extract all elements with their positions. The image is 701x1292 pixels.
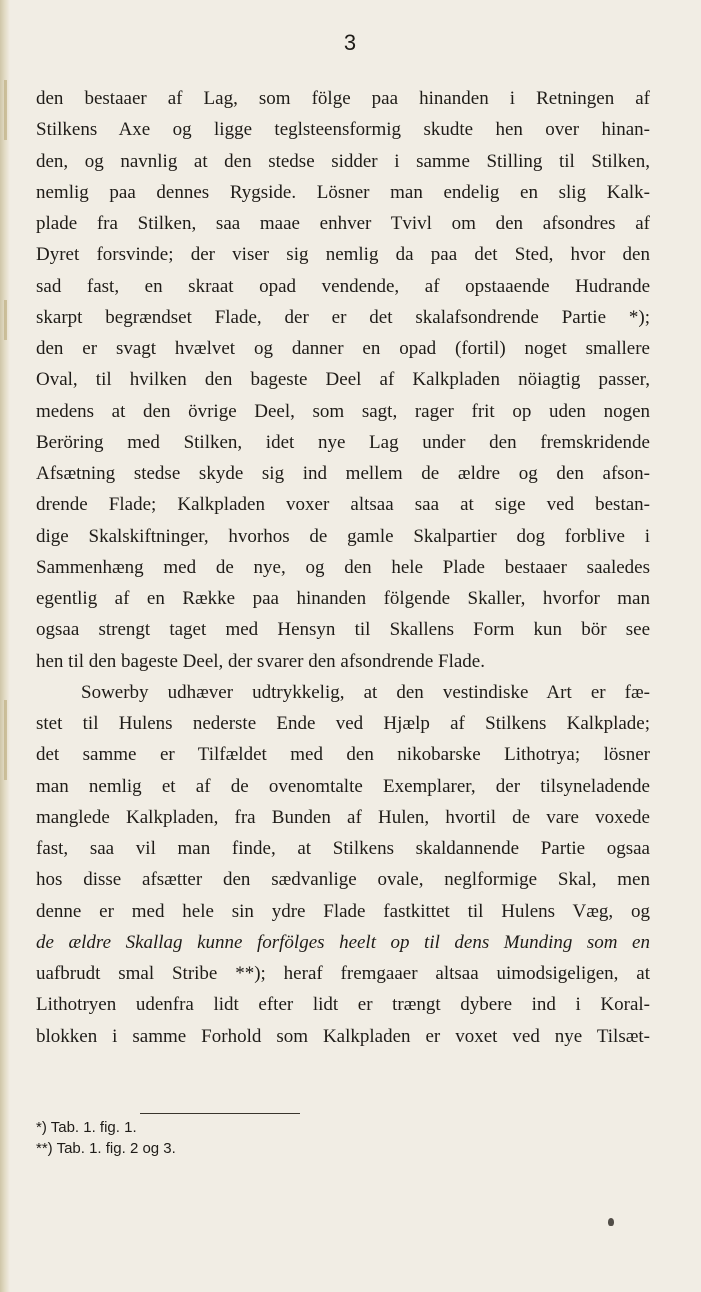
text-line: Oval, til hvilken den bageste Deel af Kalkpladen nöiagtig passer, xyxy=(36,369,650,391)
text-line: sad fast, en skraat opad vendende, af opstaaende Hudrande xyxy=(36,275,650,297)
text-line: Sowerby udhæver udtrykkelig, at den vestindiske Art er fæ- xyxy=(81,681,650,703)
page-number: 3 xyxy=(343,30,358,55)
binding-mark xyxy=(4,700,7,780)
text-line: den bestaaer af Lag, som fölge paa hinanden i Retningen af xyxy=(36,88,650,109)
page-binding-edge xyxy=(0,0,10,1292)
text-line: dige Skalskiftninger, hvorhos de gamle Skalpartier dog forblive i xyxy=(36,525,650,547)
body-text xyxy=(36,83,650,1052)
text-line: uafbrudt smal Stribe **); heraf fremgaaer altsaa uimodsigeligen, at xyxy=(36,963,650,984)
footnote: *) Tab. 1. fig. 1. xyxy=(36,1119,137,1136)
text-line: denne er med hele sin ydre Flade fastkittet til Hulens Væg, og xyxy=(36,900,650,922)
text-line: fast, saa vil man finde, at Stilkens skaldannende Partie ogsaa xyxy=(36,838,650,859)
text-line: Sammenhæng med de nye, og den hele Plade bestaaer saaledes xyxy=(36,556,650,578)
footnotes xyxy=(36,1117,176,1159)
text-line: den er svagt hvælvet og danner en opad (fortil) noget smallere xyxy=(36,338,650,359)
text-line: Lithotryen udenfra lidt efter lidt er trængt dybere ind i Koral- xyxy=(36,994,650,1016)
text-line: man nemlig et af de ovenomtalte Exemplarer, der tilsyneladende xyxy=(36,775,650,797)
footnote: **) Tab. 1. fig. 2 og 3. xyxy=(36,1140,176,1157)
text-line: plade fra Stilken, saa maae enhver Tvivl om den afsondres af xyxy=(36,213,650,234)
text-line: manglede Kalkpladen, fra Bunden af Hulen, hvortil de vare voxede xyxy=(36,806,650,828)
text-line: blokken i samme Forhold som Kalkpladen er voxet ved nye Tilsæt- xyxy=(36,1025,650,1047)
text-line: den, og navnlig at den stedse sidder i samme Stilling til Stilken, xyxy=(36,150,650,172)
text-line: hos disse afsætter den sædvanlige ovale, neglformige Skal, men xyxy=(36,869,650,891)
text-line: det samme er Tilfældet med den nikobarske Lithotrya; lösner xyxy=(36,744,650,766)
ink-speck xyxy=(608,1218,614,1226)
text-line: Afsætning stedse skyde sig ind mellem de ældre og den afson- xyxy=(36,463,650,484)
text-line: stet til Hulens nederste Ende ved Hjælp af Stilkens Kalkplade; xyxy=(36,713,650,734)
text-line: medens at den övrige Deel, som sagt, rager frit op uden nogen xyxy=(36,400,650,422)
text-line: egentlig af en Række paa hinanden fölgende Skaller, hvorfor man xyxy=(36,588,650,609)
text-line: drende Flade; Kalkpladen voxer altsaa saa at sige ved bestan- xyxy=(36,494,650,516)
text-line: hen til den bageste Deel, der svarer den afsondrende Flade. xyxy=(36,650,485,672)
text-line: Dyret forsvinde; der viser sig nemlig da paa det Sted, hvor den xyxy=(36,244,650,266)
binding-mark xyxy=(4,300,7,340)
text-line: de ældre Skallag kunne forfölges heelt op til dens Munding som en xyxy=(36,931,650,953)
text-line: skarpt begrændset Flade, der er det skalafsondrende Partie *); xyxy=(36,306,650,328)
text-line: ogsaa strengt taget med Hensyn til Skallens Form kun bör see xyxy=(36,619,650,641)
text-line: Beröring med Stilken, idet nye Lag under den fremskridende xyxy=(36,431,650,453)
footnote-rule xyxy=(140,1113,300,1114)
text-line: Stilkens Axe og ligge teglsteensformig skudte hen over hinan- xyxy=(36,119,650,141)
binding-mark xyxy=(4,80,7,140)
text-line: nemlig paa dennes Rygside. Lösner man endelig en slig Kalk- xyxy=(36,181,650,203)
